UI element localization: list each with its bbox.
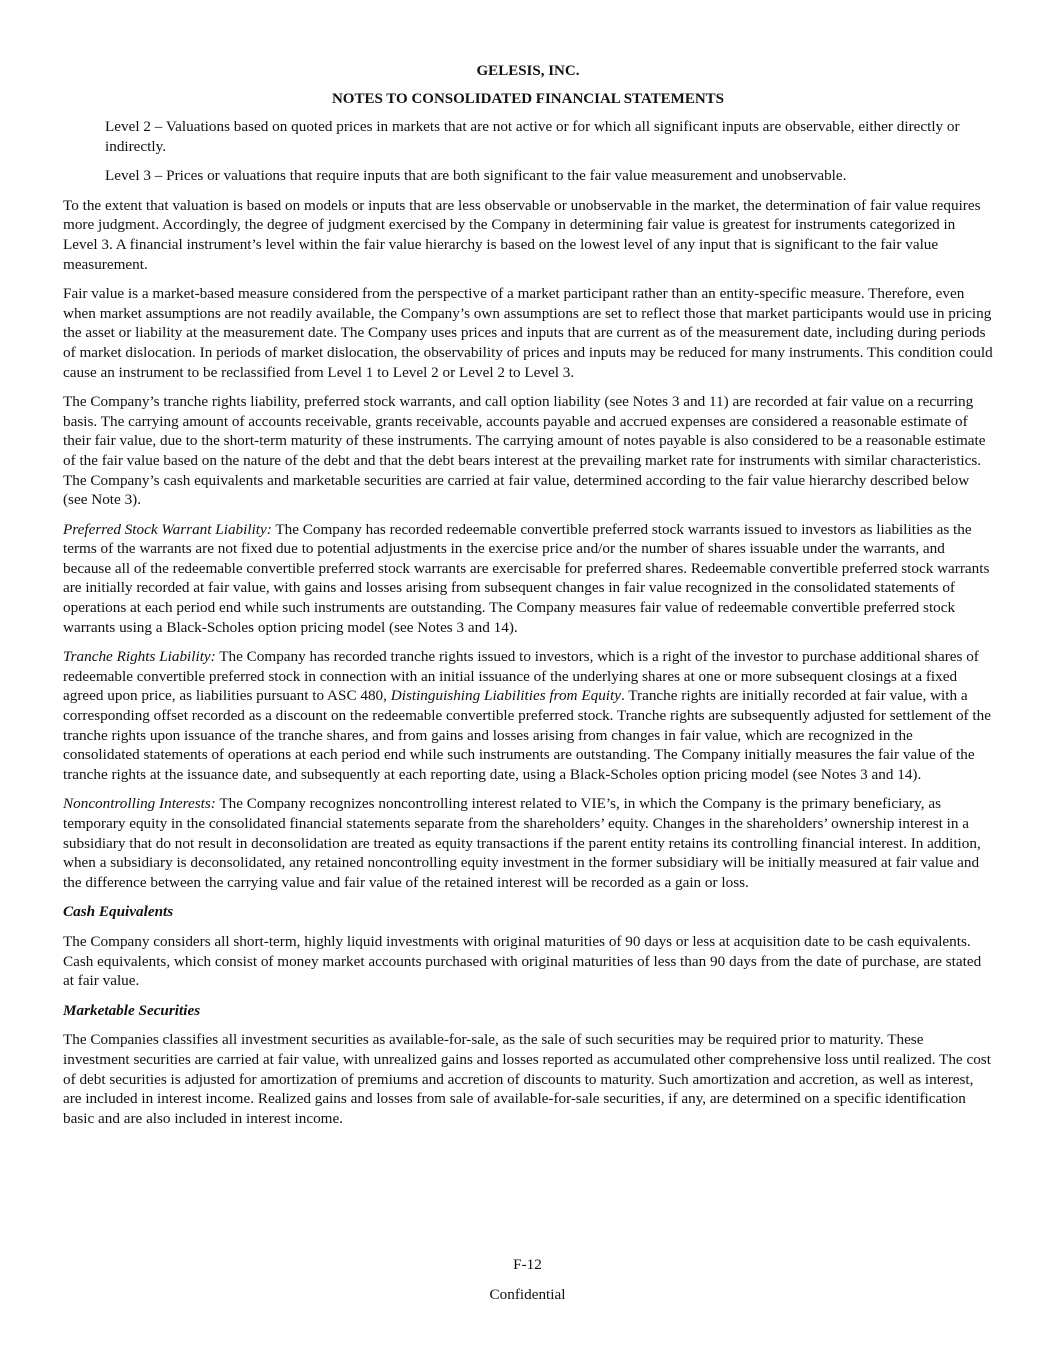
paragraph-level-3: Level 3 – Prices or valuations that require inputs that are both significant to the fair value measurement and unobservable. xyxy=(105,167,847,185)
paragraph-marketable-securities: The Companies classifies all investment securities as available-for-sale, as the sale of such securities may be required prior to maturity. These investment securities are carried at fair value, with unrealized gains and losses reported as accumulated other comprehensive loss until realized. The cost of debt securities is adjusted for amortization of premiums and accretion of discounts to maturity. Such amortization and accretion, as well as interest, are included in interest income. Realized gains and losses from sale of available-for-sale securities, if any, are determined on a specific identification basic and are also included in interest income. xyxy=(63,1031,991,1127)
heading-marketable-securities: Marketable Securities xyxy=(63,1001,201,1019)
paragraph-tranche-rights xyxy=(63,647,993,784)
heading-cash-equivalents: Cash Equivalents xyxy=(63,903,174,921)
tranche-label: Tranche Rights Liability: xyxy=(63,648,216,666)
warrant-body: The Company has recorded redeemable convertible preferred stock warrants issued to investors as liabilities as the terms of the warrants are not fixed due to potential adjustments in the exercise price and/or the number of shares issuable under the warrants, and because all of the redeemable convertible preferred stock warrants are exercisable for preferred shares. Redeemable convertible preferred stock warrants are initially recorded at fair value, with gains and losses arising from subsequent changes in fair value recognized in the consolidated statements of operations at each period end while such instruments are outstanding. The Company measures fair value of redeemable convertible preferred stock warrants using a Black-Scholes option pricing model (see Notes 3 and 14). xyxy=(63,520,990,636)
paragraph-fair-value-measure: Fair value is a market-based measure considered from the perspective of a market participant rather than an entity-specific measure. Therefore, even when market assumptions are not readily available, the Company’s own assumptions are set to reflect those that market participants would use in pricing the asset or liability at the measurement date. The Company uses prices and inputs that are current as of the measurement date, including during periods of market dislocation. In periods of market dislocation, the observability of prices and inputs may be reduced for many instruments. This condition could cause an instrument to be reclassified from Level 1 to Level 2 or Level 2 to Level 3. xyxy=(63,285,993,381)
tranche-asc-title: Distinguishing Liabilities from Equity xyxy=(390,687,621,705)
paragraph-level-2: Level 2 – Valuations based on quoted prices in markets that are not active or for which all significant inputs are observable, either directly or indirectly. xyxy=(105,118,960,155)
paragraph-preferred-stock-warrant xyxy=(63,520,993,638)
nci-body: The Company recognizes noncontrolling interest related to VIE’s, in which the Company is the primary beneficiary, as temporary equity in the consolidated financial statements separate from the shareholders’ equity. Changes in the shareholders’ ownership interest in a subsidiary that do not result in deconsolidation are treated as equity transactions if the parent entity retains its controlling financial interest. In addition, when a subsidiary is deconsolidated, any retained noncontrolling equity investment in the former subsidiary will be initially measured at fair value and the difference between the carrying value and fair value of the retained interest will be recorded as a gain or loss. xyxy=(63,795,981,891)
document-page xyxy=(63,62,993,1138)
paragraph-valuation-judgment: To the extent that valuation is based on models or inputs that are less observable or unobservable in the market, the determination of fair value requires more judgment. Accordingly, the degree of judgment exercised by the Company in determining fair value is greatest for instruments categorized in Level 3. A financial instrument’s level within the fair value hierarchy is based on the lowest level of any input that is significant to the fair value measurement. xyxy=(63,196,981,273)
paragraph-recurring-fair-value: The Company’s tranche rights liability, preferred stock warrants, and call option liability (see Notes 3 and 11) are recorded at fair value on a recurring basis. The carrying amount of accounts receivable, grants receivable, accounts payable and accrued expenses are considered a reasonable estimate of their fair value, due to the short-term maturity of these instruments. The carrying amount of notes payable is also considered to be a reasonable estimate of the fair value based on the nature of the debt and that the debt bears interest at the prevailing market rate for instruments with similar characteristics. The Company’s cash equivalents and marketable securities are carried at fair value, determined according to the fair value hierarchy described below (see Note 3). xyxy=(63,393,986,509)
tranche-body-2: . Tranche rights are initially recorded at fair value, with a corresponding offset recorded as a discount on the redeemable convertible preferred stock. Tranche rights are subsequently adjusted for settlement of the tranche rights upon issuance of the tranche shares, and from gains and losses arising from changes in fair value, which are recognized in the consolidated statements of operations at each period end while such instruments are outstanding. The Company initially measures the fair value of the tranche rights at the issuance date, and subsequently at each reporting date, using a Black-Scholes option pricing model (see Notes 3 and 14). xyxy=(63,687,991,783)
nci-label: Noncontrolling Interests: xyxy=(63,795,216,813)
confidential-label: Confidential xyxy=(489,1286,566,1303)
warrant-label: Preferred Stock Warrant Liability: xyxy=(63,520,272,538)
paragraph-noncontrolling-interests xyxy=(63,794,993,892)
page-title: NOTES TO CONSOLIDATED FINANCIAL STATEMENTS xyxy=(331,91,725,107)
tranche-body-1: The Company has recorded tranche rights issued to investors, which is a right of the investor to purchase additional shares of redeemable convertible preferred stock in connection with an initial issuance of the underlying shares at one or more subsequent closings at a fixed agreed upon price, as liabilities pursuant to ASC 480, xyxy=(63,648,979,705)
company-name: GELESIS, INC. xyxy=(476,63,580,79)
paragraph-cash-equivalents: The Company considers all short-term, highly liquid investments with original maturities of 90 days or less at acquisition date to be cash equivalents. Cash equivalents, which consist of money market accounts purchased with original maturities of less than 90 days from the date of purchase, are stated at fair value. xyxy=(63,932,982,990)
page-number: F-12 xyxy=(513,1256,542,1273)
